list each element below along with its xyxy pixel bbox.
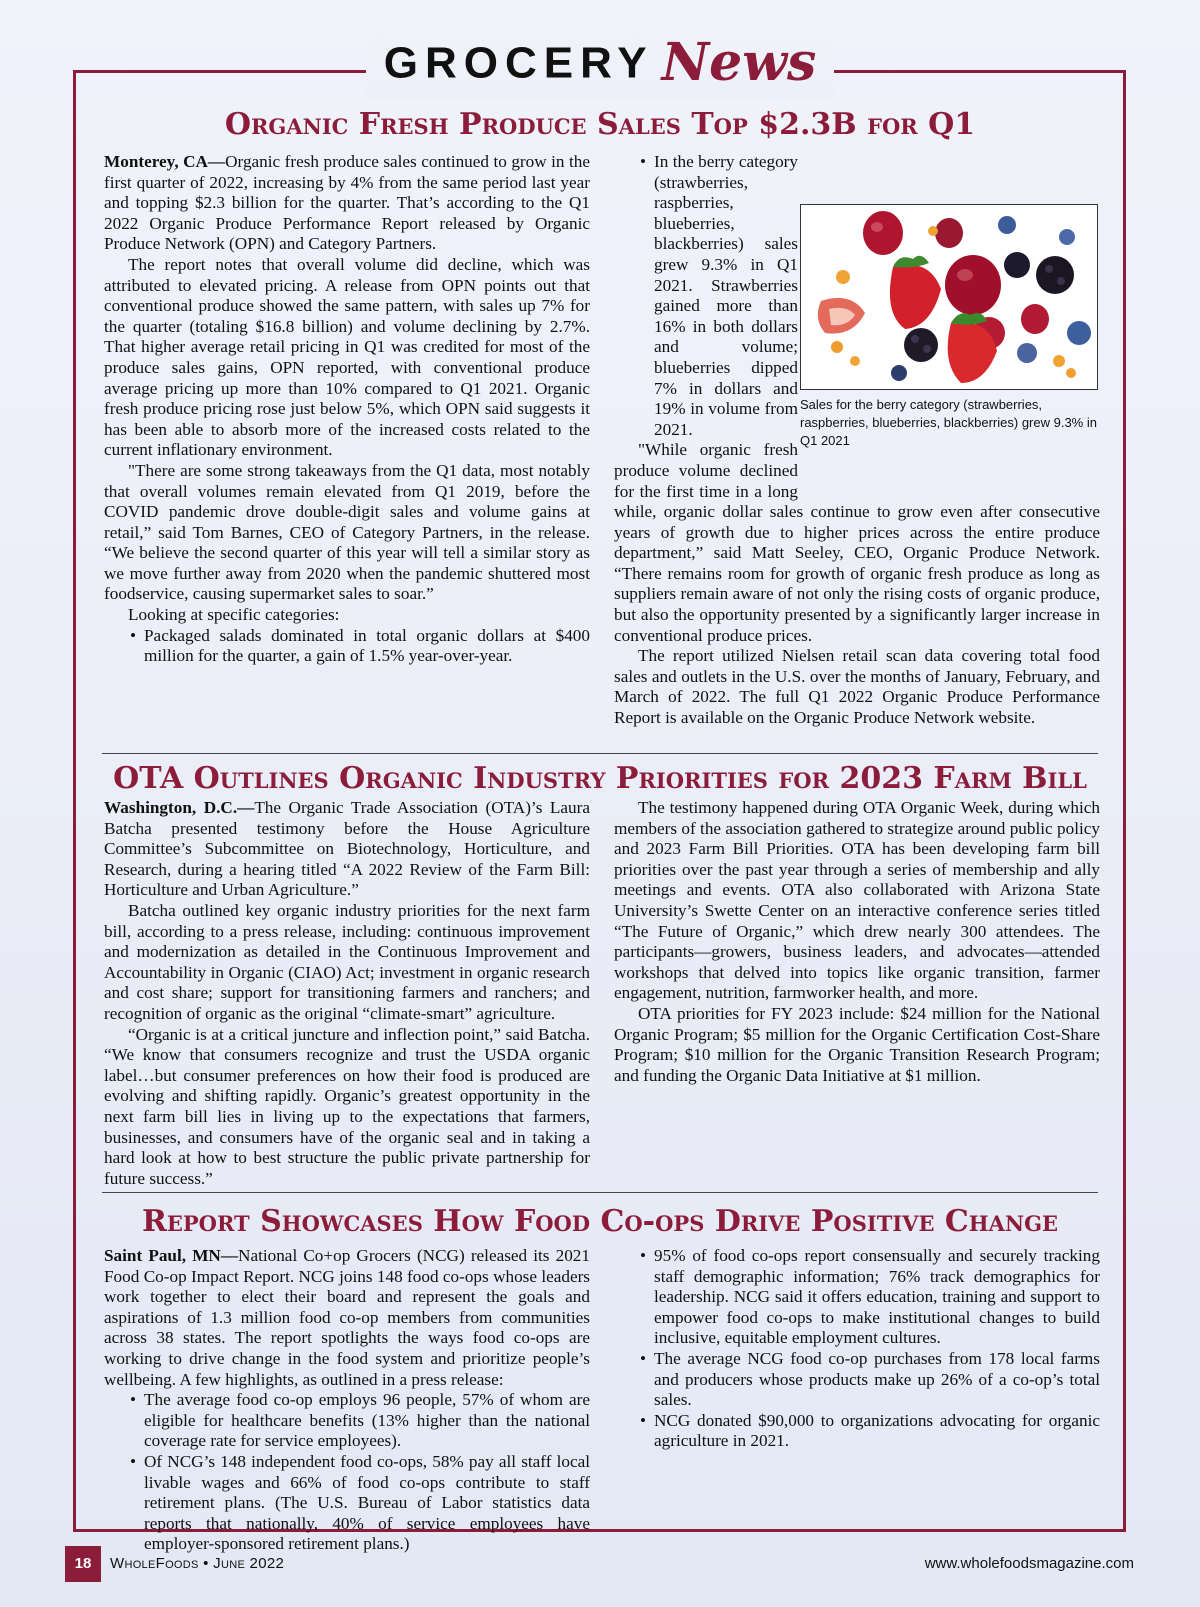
article1-paragraph-5: "While organic fresh produce volume declined for the first time in a long while, organic dollar sales continue to grow even after consecutive years of growth due to higher prices across the entire produce department,” said Matt Seeley, CEO, Organic Produce Network. “There remains room for growth of organic fresh produce as long as suppliers remain aware of not only the rising costs of organic produce, but also the opportunity presented by a significantly larger increase in conventional produce prices. <box>614 440 1100 645</box>
berries-illustration <box>801 205 1097 389</box>
article3-bullets-right <box>614 1246 1100 1452</box>
article3-headline: Report Showcases How Food Co-ops Drive Positive Change <box>141 1204 1059 1239</box>
article2-lead <box>104 798 590 901</box>
article2-lead-text: The Organic Trade Association (OTA)’s Laura Batcha presented testimony before the House Agriculture Committee’s Subcommittee on Biotechnology, Horticulture, and Research, during a hearing titled “A 2022 Review of the Farm Bill: Horticulture and Urban Agriculture.” <box>104 798 590 900</box>
section-divider-1 <box>102 753 1098 754</box>
article3-lead-text: National Co+op Grocers (NCG) released its 2021 Food Co-op Impact Report. NCG joins 148 food co-ops whose leaders work together to elect their board and represent the goals and aspirations of 1.3 million food co-op members from communities across 38 states. The report spotlights the ways food co-ops are working to drive change in the food system and prioritize people’s wellbeing. A few highlights, as outlined in a press release: <box>104 1246 590 1389</box>
article3-lead <box>104 1246 590 1390</box>
article1-paragraph-2: The report notes that overall volume did decline, which was attributed to elevated pricing. A release from OPN points out that conventional produce showed the same pattern, with sales up 7% for the quarter (totaling $16.8 billion) and volume declining by 2.7%. That higher average retail pricing in Q1 was credited for most of the produce sales gains, OPN reported, with conventional produce average pricing up more than 10% compared to Q1 2021. Organic fresh produce pricing rose just below 5%, which OPN said suggests it has been able to absorb more of the increased costs related to the current inflationary environment. <box>104 254 590 460</box>
masthead-news: News <box>661 32 817 94</box>
article1-lead-text: Organic fresh produce sales continued to grow in the first quarter of 2022, increasing by 4% from the same period last year and topping $2.3 billion for the quarter. That’s according to the Q1 2022 Organic Produce Performance Report released by Organic Produce Network (OPN) and Category Partners. <box>104 152 590 254</box>
page-number: 18 <box>65 1546 101 1582</box>
article2-headline: OTA Outlines Organic Industry Priorities for 2023 Farm Bill <box>113 761 1087 796</box>
berry-figure <box>800 204 1098 448</box>
article2-paragraph-5: OTA priorities for FY 2023 include: $24 million for the National Organic Program; $5 million for the Organic Certification Cost-Share Program; $10 million for the Organic Transition Research Program; and funding the Organic Data Initiative at $1 million. <box>614 1003 1100 1085</box>
article1-dateline: Monterey, CA— <box>104 152 226 171</box>
article3-bullets-left <box>104 1390 590 1555</box>
article3-dateline: Saint Paul, MN— <box>104 1246 239 1265</box>
page-footer <box>0 1546 1200 1582</box>
masthead <box>0 28 1200 98</box>
article2-paragraph-3: “Organic is at a critical juncture and inflection point,” said Batcha. “We know that consumers recognize and trust the USDA organic label…but consumer preferences on how their food is produced are evolving and shifting rapidly. Organic’s greatest opportunity in the next farm bill lies in living up to the expectations that farmers, businesses, and consumers have of the organic seal and in taking a hard look at how to best structure the public private partnership for future success.” <box>104 1024 590 1188</box>
article2-column-left <box>104 798 590 1189</box>
article1-bullets <box>104 626 590 667</box>
berry-caption: Sales for the berry category (strawberries, raspberries, blueberries, blackberries) grew 9.3% in Q1 2021 <box>800 397 1097 448</box>
masthead-grocery: GROCERY <box>383 38 654 88</box>
berry-photo <box>800 204 1098 390</box>
publication-info: WholeFoods • June 2022 <box>110 1555 285 1572</box>
article2-paragraph-2: Batcha outlined key organic industry priorities for the next farm bill, according to a press release, including: continuous improvement and modernization as detailed in the Continuous Improvement and Accountability in Organic (CIAO) Act; investment in organic research and cost share; support for transitioning farmers and ranchers; and recognition of organic as the original “climate-smart” agriculture. <box>104 900 590 1023</box>
article1-headline: Organic Fresh Produce Sales Top $2.3B for Q1 <box>224 107 976 142</box>
article1-column-left <box>104 152 590 667</box>
article3-bullet-2: • Of NCG’s 148 independent food co-ops, 58% pay all staff local livable wages and 66% of food co-ops contribute to staff retirement plans. (The U.S. Bureau of Labor statistics data reports that nationally, 40% of service employees have employer-sponsored retirement plans.) <box>144 1452 590 1555</box>
article2-paragraph-4: The testimony happened during OTA Organic Week, during which members of the association gathered to strategize around public policy and 2023 Farm Bill Priorities. OTA has been developing farm bill priorities over the past year through a series of membership and ally meetings and events. OTA also collaborated with Arizona State University’s Swette Center on an interactive conference series titled “The Future of Organic,” which drew nearly 300 attendees. The participants—growers, business leaders, and advocates—attended workshops that delved into topics like organic transition, farmer engagement, nutrition, farmworker health, and more. <box>614 798 1100 1003</box>
article2-column-right <box>614 798 1100 1086</box>
website-url[interactable]: www.wholefoodsmagazine.com <box>924 1555 1134 1572</box>
article3-bullet-5: • NCG donated $90,000 to organizations advocating for organic agriculture in 2021. <box>654 1411 1100 1452</box>
article3-bullet-4: • The average NCG food co-op purchases from 178 local farms and producers whose products make up 26% of a co-op’s total sales. <box>654 1349 1100 1411</box>
article2-dateline: Washington, D.C.— <box>104 798 255 817</box>
article1-paragraph-6: The report utilized Nielsen retail scan data covering total food sales and outlets in the U.S. over the months of January, February, and March of 2022. The full Q1 2022 Organic Produce Performance Report is available on the Organic Produce Network website. <box>614 646 1100 728</box>
article3-column-left <box>104 1246 590 1555</box>
section-divider-2 <box>102 1192 1098 1193</box>
article1-bullet-2: • In the berry category (strawberries, raspberries, blueberries, blackberries) sales grew 9.3% in Q1 2021. Strawberries gained more than 16% in both dollars and volume; blueberries dipped 7% in dollars and 19% in volume from 2021. <box>654 152 1100 440</box>
article1-paragraph-4: Looking at specific categories: <box>128 605 340 625</box>
article3-bullet-3: • 95% of food co-ops report consensually and securely tracking staff demographic information; 76% track demographics for leadership. NCG said it offers education, training and support to empower food co-ops to make institutional changes to build inclusive, equitable employment cultures. <box>654 1246 1100 1349</box>
article1-paragraph-3: "There are some strong takeaways from the Q1 data, most notably that overall volumes remain elevated from Q1 2019, before the COVID pandemic drove double-digit sales and volume gains at retail,” said Tom Barnes, CEO of Category Partners, in the release. “We believe the second quarter of this year will tell a similar story as we move further away from 2020 when the pandemic shuttered most foodservice, causing supermarket sales to soar.” <box>104 460 590 604</box>
article1-lead <box>104 152 590 255</box>
article1-bullet-1: • Packaged salads dominated in total organic dollars at $400 million for the quarter, a gain of 1.5% year-over-year. <box>144 626 590 667</box>
article3-bullet-1: • The average food co-op employs 96 people, 57% of whom are eligible for healthcare benefits (13% higher than the national coverage rate for service employees). <box>144 1390 590 1452</box>
